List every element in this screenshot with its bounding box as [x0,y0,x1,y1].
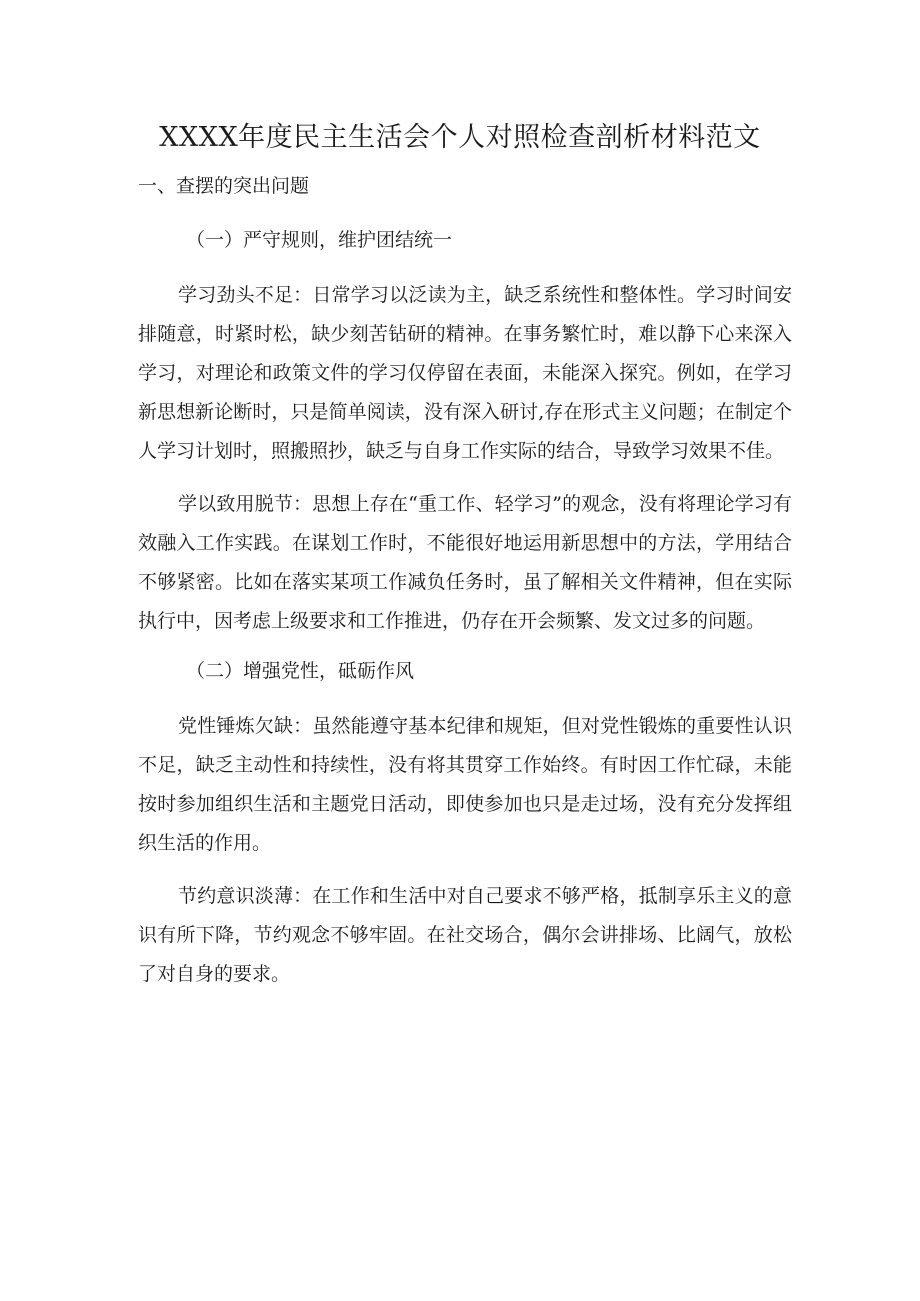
document-title: XXXX年度民主生活会个人对照检查剖析材料范文 [159,122,761,153]
subsection-heading-rules: （一）严守规则，维护团结统一 [186,229,453,251]
paragraph-party-spirit: 党性锤炼欠缺：虽然能遵守基本纪律和规矩，但对党性锻炼的重要性认识不足，缺乏主动性和持续性，没有将其贯穿工作始终。有时因工作忙碌，未能按时参加组织生活和主题党日活动，即使参加也只是走过场，没有充分发挥组织生活的作用。 [138,715,792,854]
paragraph-theory-practice: 学以致用脱节：思想上存在“重工作、轻学习”的观念，没有将理论学习有效融入工作实践。在谋划工作时，不能很好地运用新思想中的方法，学用结合不够紧密。比如在落实某项工作减负任务时，虽了解相关文件精神，但在实际执行中，因考虑上级要求和工作推进，仍存在开会频繁、发文过多的问题。 [138,493,792,632]
section-heading-problems: 一、查摆的突出问题 [138,175,310,197]
paragraph-study-motivation: 学习劲头不足：日常学习以泛读为主，缺乏系统性和整体性。学习时间安排随意，时紧时松，缺少刻苦钻研的精神。在事务繁忙时，难以静下心来深入学习，对理论和政策文件的学习仅停留在表面，未能深入探究。例如，在学习新思想新论断时，只是简单阅读，没有深入研讨,存在形式主义问题；在制定个人学习计划时，照搬照抄，缺乏与自身工作实际的结合，导致学习效果不佳。 [138,284,792,462]
subsection-heading-party-spirit: （二）增强党性，砥砺作风 [186,660,415,682]
paragraph-frugality: 节约意识淡薄：在工作和生活中对自己要求不够严格，抵制享乐主义的意识有所下降，节约观念不够牢固。在社交场合，偶尔会讲排场、比阔气，放松了对自身的要求。 [138,885,792,985]
document-body [138,170,792,1008]
